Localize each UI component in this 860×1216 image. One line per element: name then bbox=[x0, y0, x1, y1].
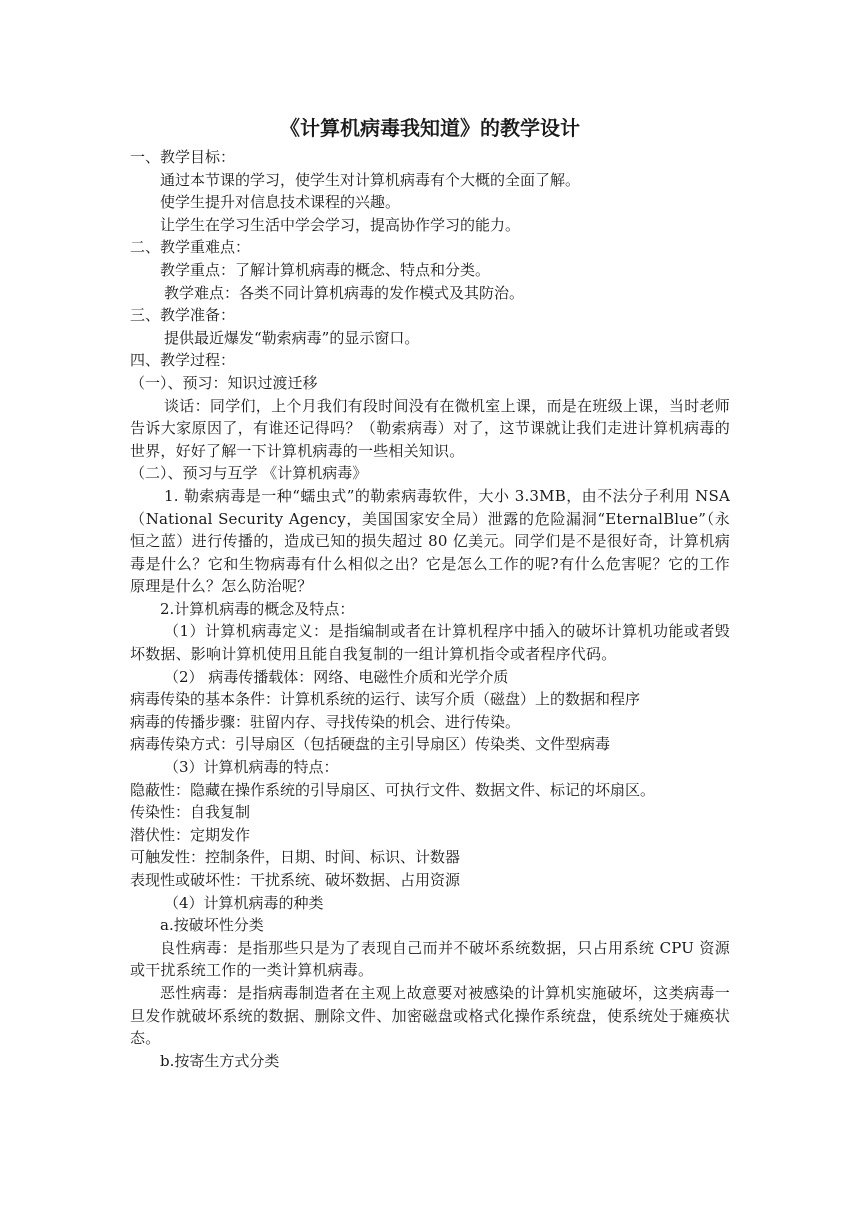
text-line: 传染性：自我复制 bbox=[130, 803, 251, 822]
section-heading: 四、教学过程： bbox=[130, 351, 236, 370]
subsection-heading: （一）、预习：知识过渡迁移 bbox=[130, 373, 318, 392]
text-line: 让学生在学习生活中学会学习，提高协作学习的能力。 bbox=[160, 215, 521, 234]
section-heading: 二、教学重难点： bbox=[130, 238, 251, 257]
text-line: 通过本节课的学习，使学生对计算机病毒有个大概的全面了解。 bbox=[160, 170, 581, 189]
paragraph: 恶性病毒：是指病毒制造者在主观上故意要对被感染的计算机实施破坏，这类病毒一旦发作就破坏系统的数据、删除文件、加密磁盘或格式化操作系统盘，使系统处于瘫痪状态。 bbox=[130, 983, 730, 1048]
text-line: 教学难点：各类不同计算机病毒的发作模式及其防治。 bbox=[164, 283, 525, 302]
text-line: 教学重点：了解计算机病毒的概念、特点和分类。 bbox=[160, 260, 491, 279]
text-line: （4）计算机病毒的种类 bbox=[164, 893, 324, 912]
text-line: 可触发性：控制条件，日期、时间、标识、计数器 bbox=[130, 848, 461, 867]
text-line: b.按寄生方式分类 bbox=[160, 1051, 280, 1070]
subsection-heading: （二）、预习与互学 《计算机病毒》 bbox=[130, 464, 368, 483]
text-line: 表现性或破坏性：干扰系统、破坏数据、占用资源 bbox=[130, 871, 461, 889]
text-line: 病毒的传播步骤：驻留内存、寻找传染的机会、进行传染。 bbox=[130, 712, 521, 731]
text-line: 隐蔽性：隐藏在操作系统的引导扇区、可执行文件、数据文件、标记的坏扇区。 bbox=[130, 780, 656, 799]
text-line: （2） 病毒传播载体：网络、电磁性介质和光学介质 bbox=[164, 667, 509, 686]
section-heading: 三、教学准备： bbox=[130, 306, 236, 325]
paragraph: 良性病毒：是指那些只是为了表现自己而并不破坏系统数据，只占用系统 CPU 资源或干扰系统工作的一类计算机病毒。 bbox=[130, 938, 730, 980]
text-line: 病毒传染方式：引导扇区（包括硬盘的主引导扇区）传染类、文件型病毒 bbox=[130, 735, 611, 754]
text-line: a.按破坏性分类 bbox=[160, 916, 264, 935]
text-line: 使学生提升对信息技术课程的兴趣。 bbox=[160, 193, 401, 212]
text-line: （3）计算机病毒的特点： bbox=[164, 758, 339, 777]
document-title: 《计算机病毒我知道》的教学设计 bbox=[280, 116, 580, 140]
paragraph: 谈话：同学们，上个月我们有段时间没有在微机室上课，而是在班级上课，当时老师告诉大家原因了，有谁还记得吗？（勒索病毒）对了，这节课就让我们走进计算机病毒的世界，好好了解一下计算机病毒的一些相关知识。 bbox=[130, 396, 730, 460]
section-heading: 一、教学目标： bbox=[130, 148, 236, 166]
text-line: 提供最近爆发“勒索病毒”的显示窗口。 bbox=[164, 328, 420, 347]
text-line: 病毒传染的基本条件：计算机系统的运行、读写介质（磁盘）上的数据和程序 bbox=[130, 690, 641, 709]
text-line: 潜伏性：定期发作 bbox=[130, 825, 251, 844]
paragraph: 1. 勒索病毒是一种“蠕虫式”的勒索病毒软件，大小 3.3MB，由不法分子利用 NSA（National Security Agency，美国国家安全局）泄露的危险漏洞“EternalBlue”（永恒之蓝）进行传播的，造成已知的损失超过 80 亿美元。同学们是不是很好奇，计算机病毒是什么？它和生物病毒有什么相似之出？它是怎么工作的呢?有什么危害呢？它的工作原理是什么？怎么防治呢？ bbox=[130, 486, 730, 596]
subsection-heading: 2.计算机病毒的概念及特点： bbox=[160, 599, 355, 618]
paragraph: （1）计算机病毒定义：是指编制或者在计算机程序中插入的破坏计算机功能或者毁坏数据、影响计算机使用且能自我复制的一组计算机指令或者程序代码。 bbox=[130, 622, 730, 664]
